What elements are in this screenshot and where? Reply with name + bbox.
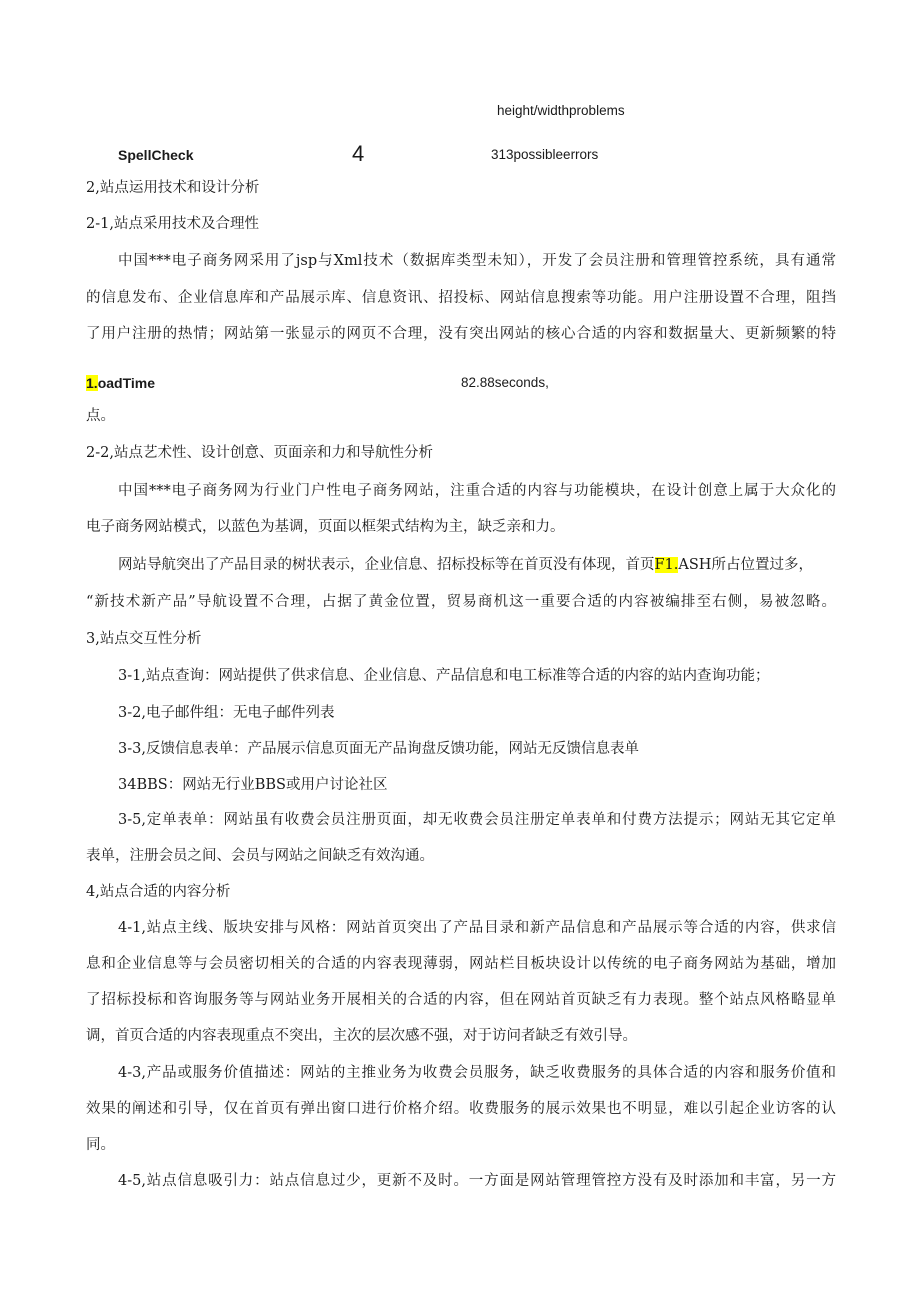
paragraph-line: “新技术新产品”导航设置不合理，占据了黄金位置，贸易商机这一重要合适的内容被编排至右侧，易被忽略。 bbox=[86, 594, 836, 610]
text-run: 网站导航突出了产品目录的树状表示，企业信息、招标投标等在首页没有体现，首页 bbox=[118, 557, 655, 573]
paragraph-line: 4-5,站点信息吸引力：站点信息过少，更新不及时。一方面是网站管理管控方没有及时添加和丰富，另一方 bbox=[118, 1173, 836, 1189]
paragraph-line: 息和企业信息等与会员密切相关的合适的内容表现薄弱，网站栏目板块设计以传统的电子商务网站为基础，增加 bbox=[86, 956, 836, 972]
paragraph-line: 点。 bbox=[86, 408, 115, 424]
size-issue-text: height/widthproblems bbox=[497, 103, 625, 118]
spell-check-count: 4 bbox=[352, 141, 365, 166]
section-heading-2-2: 2-2,站点艺术性、设计创意、页面亲和力和导航性分析 bbox=[86, 445, 433, 461]
paragraph-line: 了招标投标和咨询服务等与网站业务开展相关的合适的内容，但在网站首页缺乏有力表现。整个站点风格略显单 bbox=[86, 992, 836, 1008]
load-time-label bbox=[86, 373, 155, 393]
list-item: 34BBS：网站无行业BBS或用户讨论社区 bbox=[118, 777, 388, 793]
paragraph-line: 中国***电子商务网为行业门户性电子商务网站，注重合适的内容与功能模块，在设计创意上属于大众化的 bbox=[118, 483, 836, 499]
load-time-value: 82.88seconds, bbox=[461, 375, 549, 390]
paragraph-line: 4-3,产品或服务价值描述：网站的主推业务为收费会员服务，缺乏收费服务的具体合适的内容和服务价值和 bbox=[118, 1065, 836, 1081]
list-item: 3-3,反馈信息表单：产品展示信息页面无产品询盘反馈功能，网站无反馈信息表单 bbox=[118, 741, 639, 757]
paragraph-line: 调，首页合适的内容表现重点不突出，主次的层次感不强，对于访问者缺乏有效引导。 bbox=[86, 1028, 637, 1044]
list-item: 3-1,站点查询：网站提供了供求信息、企业信息、产品信息和电工标准等合适的内容的站内查询功能； bbox=[118, 668, 770, 684]
paragraph-line bbox=[118, 555, 813, 575]
paragraph-line: 电子商务网站模式，以蓝色为基调，页面以框架式结构为主，缺乏亲和力。 bbox=[86, 519, 565, 535]
paragraph-line: 同。 bbox=[86, 1137, 115, 1153]
paragraph-line: 了用户注册的热情；网站第一张显示的网页不合理，没有突出网站的核心合适的内容和数据量大、更新频繁的特 bbox=[86, 326, 836, 342]
paragraph-line: 的信息发布、企业信息库和产品展示库、信息资讯、招投标、网站信息搜索等功能。用户注册设置不合理，阻挡 bbox=[86, 290, 836, 306]
load-time-label-text: oadTime bbox=[97, 375, 155, 391]
section-heading-3: 3,站点交互性分析 bbox=[86, 631, 202, 647]
highlight-mark: F1. bbox=[654, 557, 679, 573]
section-heading-2: 2,站点运用技术和设计分析 bbox=[86, 180, 260, 196]
highlight-mark: 1. bbox=[86, 375, 98, 391]
paragraph-line: 表单，注册会员之间、会员与网站之间缺乏有效沟通。 bbox=[86, 848, 434, 864]
list-item: 3-2,电子邮件组：无电子邮件列表 bbox=[118, 705, 335, 721]
spell-check-errors: 313possibleerrors bbox=[491, 147, 599, 162]
text-run: ASH所占位置过多， bbox=[678, 557, 813, 573]
list-item: 3-5,定单表单：网站虽有收费会员注册页面，却无收费会员注册定单表单和付费方法提示；网站无其它定单 bbox=[118, 812, 836, 828]
section-heading-2-1: 2-1,站点采用技术及合理性 bbox=[86, 216, 259, 232]
paragraph-line: 4-1,站点主线、版块安排与风格：网站首页突出了产品目录和新产品信息和产品展示等合适的内容，供求信 bbox=[118, 920, 836, 936]
paragraph-line: 效果的阐述和引导，仅在首页有弹出窗口进行价格介绍。收费服务的展示效果也不明显，难以引起企业访客的认 bbox=[86, 1101, 836, 1117]
spell-check-label: SpellCheck bbox=[118, 147, 194, 163]
section-heading-4: 4,站点合适的内容分析 bbox=[86, 884, 231, 900]
paragraph-line: 中国***电子商务网采用了jsp与Xml技术（数据库类型未知），开发了会员注册和管理管控系统，具有通常 bbox=[118, 253, 836, 269]
